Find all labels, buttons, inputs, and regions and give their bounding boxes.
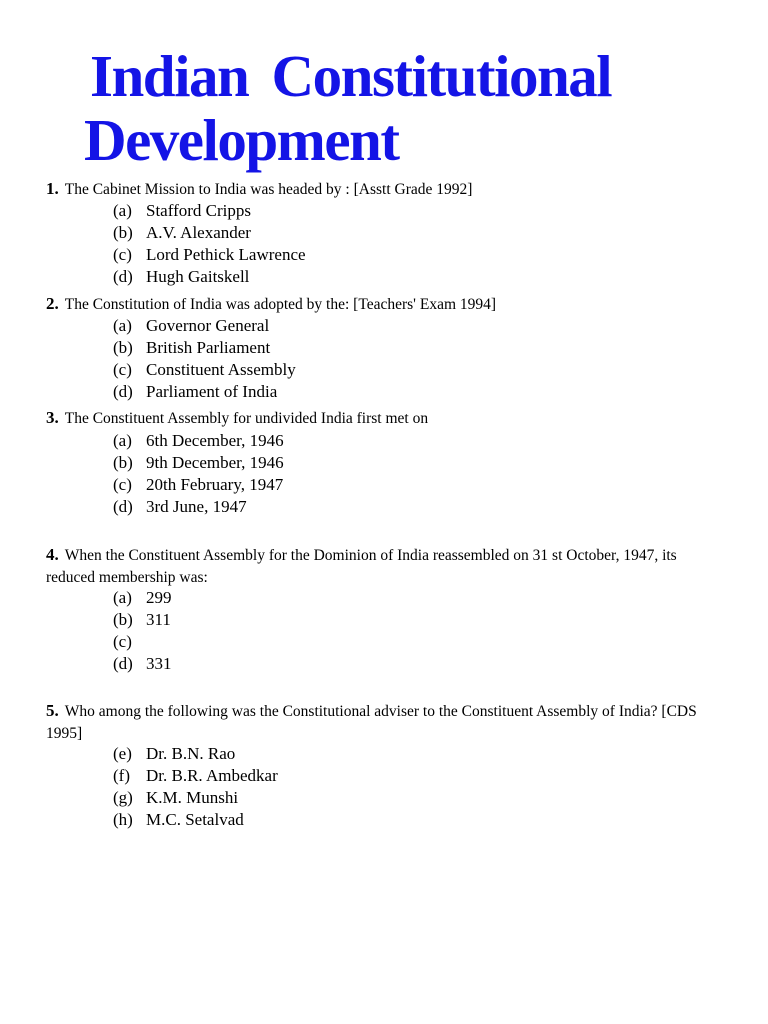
option-letter: (b) xyxy=(113,223,133,242)
option-text: 299 xyxy=(146,588,172,607)
question-text: When the Constituent Assembly for the Dominion of India reassembled on 31 st October, 1947, its reduced membership was: xyxy=(46,547,677,586)
question-4-text xyxy=(46,544,726,589)
option-text: Governor General xyxy=(146,316,270,335)
option-letter: (a) xyxy=(113,201,132,220)
option-text: Parliament of India xyxy=(146,382,278,401)
title-line-1: Indian Constitutional xyxy=(90,43,612,109)
option-letter: (h) xyxy=(113,810,133,829)
option-letter: (d) xyxy=(113,654,133,673)
option-text: Lord Pethick Lawrence xyxy=(146,245,306,264)
option-letter: (c) xyxy=(113,245,132,264)
option-text: 9th December, 1946 xyxy=(146,453,284,472)
option-letter: (c) xyxy=(113,475,132,494)
option-text: 6th December, 1946 xyxy=(146,431,284,450)
question-2-options xyxy=(113,315,296,403)
option xyxy=(113,452,284,474)
option-letter: (a) xyxy=(113,588,132,607)
title-line-2: Development xyxy=(84,107,399,173)
option xyxy=(113,359,296,381)
question-1-options xyxy=(113,200,306,288)
option-text: A.V. Alexander xyxy=(146,223,251,242)
option-text: M.C. Setalvad xyxy=(146,810,244,829)
option xyxy=(113,587,172,609)
option xyxy=(113,609,172,631)
question-number: 5. xyxy=(46,701,59,720)
option xyxy=(113,787,278,809)
option xyxy=(113,244,306,266)
question-text: The Constituent Assembly for undivided India first met on xyxy=(64,410,429,427)
option-text: Stafford Cripps xyxy=(146,201,251,220)
option-text: 311 xyxy=(146,610,171,629)
option-letter: (d) xyxy=(113,267,133,286)
option-letter: (a) xyxy=(113,316,132,335)
option xyxy=(113,809,278,831)
option xyxy=(113,315,296,337)
question-1-text xyxy=(46,178,726,201)
option xyxy=(113,222,306,244)
question-text: Who among the following was the Constitutional adviser to the Constituent Assembly of India? [CDS 1995] xyxy=(46,703,697,742)
question-2-text xyxy=(46,293,726,316)
option-letter: (d) xyxy=(113,497,133,516)
option xyxy=(113,631,172,653)
option-letter: (g) xyxy=(113,788,133,807)
option-letter: (a) xyxy=(113,431,132,450)
option-text: British Parliament xyxy=(146,338,271,357)
question-3-text xyxy=(46,407,726,430)
option-letter: (b) xyxy=(113,453,133,472)
option-letter: (b) xyxy=(113,610,133,629)
option-text: 20th February, 1947 xyxy=(146,475,284,494)
question-5-text xyxy=(46,700,726,745)
option-text: Hugh Gaitskell xyxy=(146,267,250,286)
question-text: The Cabinet Mission to India was headed by : [Asstt Grade 1992] xyxy=(64,181,473,198)
option-letter: (e) xyxy=(113,744,132,763)
option xyxy=(113,653,172,675)
option xyxy=(113,381,296,403)
question-number: 2. xyxy=(46,294,59,313)
question-number: 3. xyxy=(46,408,59,427)
option-text: 3rd June, 1947 xyxy=(146,497,247,516)
option xyxy=(113,266,306,288)
option xyxy=(113,496,284,518)
option xyxy=(113,200,306,222)
option xyxy=(113,337,296,359)
option-text: K.M. Munshi xyxy=(146,788,239,807)
option-text: Dr. B.R. Ambedkar xyxy=(146,766,278,785)
question-5-options xyxy=(113,743,278,831)
option-letter: (c) xyxy=(113,632,132,651)
question-3-options xyxy=(113,430,284,518)
option-letter: (c) xyxy=(113,360,132,379)
option-text: Constituent Assembly xyxy=(146,360,296,379)
question-text: The Constitution of India was adopted by the: [Teachers' Exam 1994] xyxy=(64,296,497,313)
option-letter: (f) xyxy=(113,766,130,785)
page-title xyxy=(84,44,744,172)
question-4-options xyxy=(113,587,172,675)
option xyxy=(113,474,284,496)
option xyxy=(113,765,278,787)
option xyxy=(113,430,284,452)
option-text: 331 xyxy=(146,654,172,673)
option-text: Dr. B.N. Rao xyxy=(146,744,236,763)
option xyxy=(113,743,278,765)
option-letter: (d) xyxy=(113,382,133,401)
question-number: 1. xyxy=(46,179,59,198)
option-letter: (b) xyxy=(113,338,133,357)
question-number: 4. xyxy=(46,545,59,564)
